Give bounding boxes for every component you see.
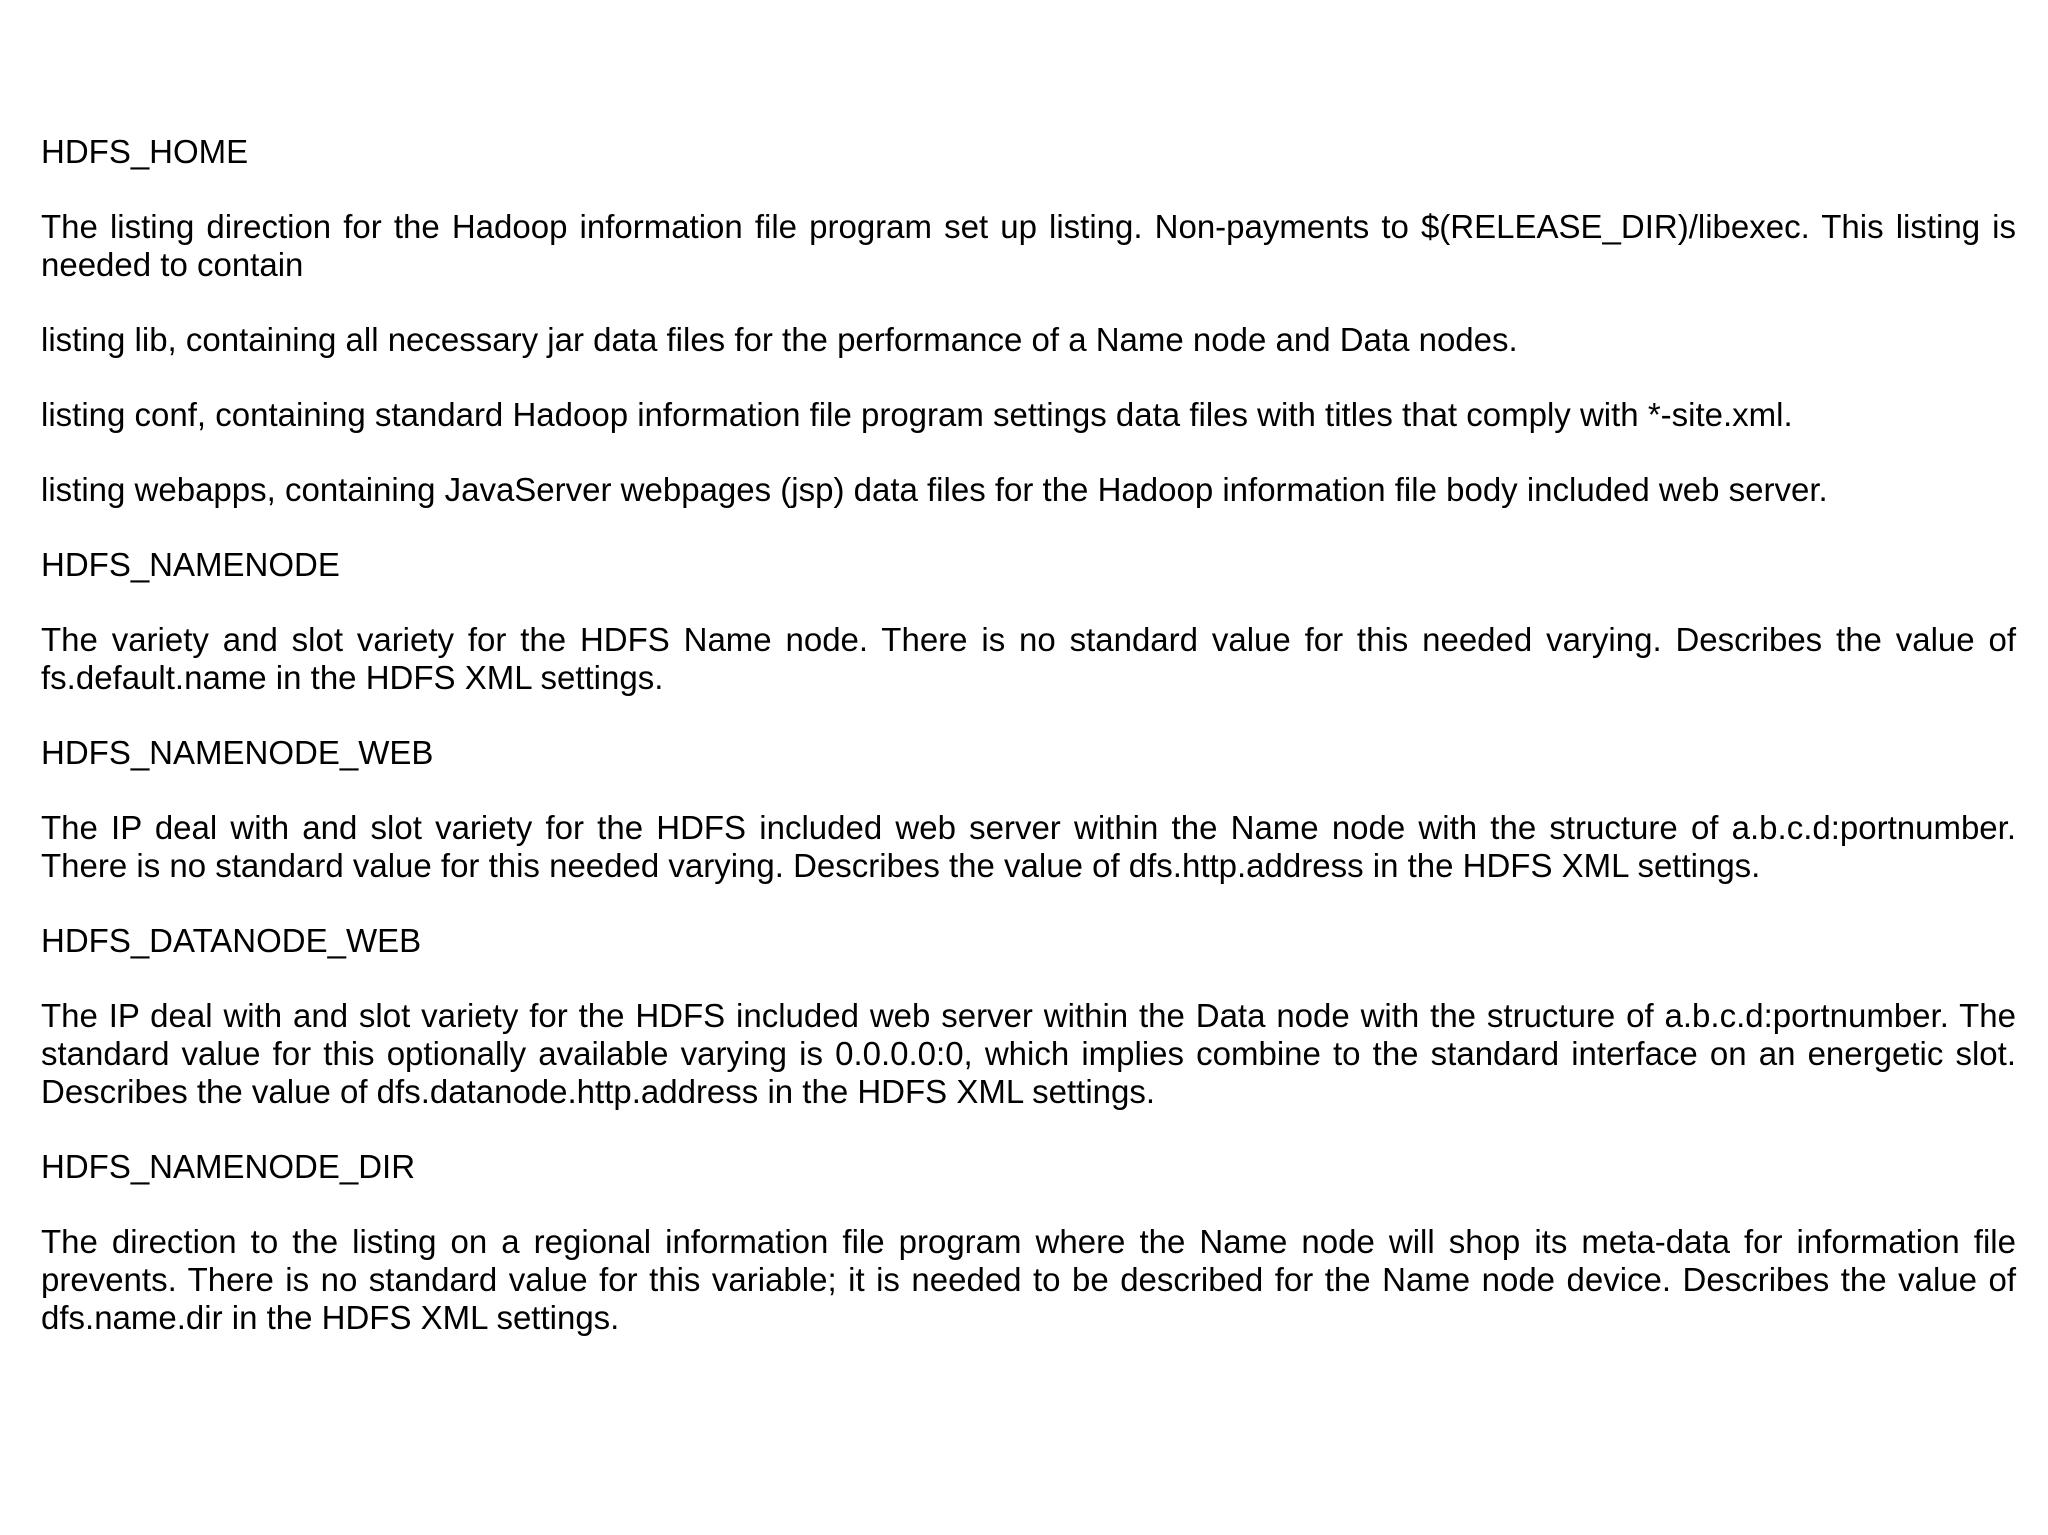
section-heading-hdfs-namenode-dir: HDFS_NAMENODE_DIR bbox=[41, 1148, 416, 1185]
section-heading-hdfs-namenode-web: HDFS_NAMENODE_WEB bbox=[41, 734, 434, 771]
section-heading-hdfs-home: HDFS_HOME bbox=[41, 133, 249, 170]
document-body bbox=[41, 133, 2016, 1374]
paragraph: The variety and slot variety for the HDFS Name node. There is no standard value for this needed varying. Describes the value of fs.default.name in the HDFS XML settings. bbox=[41, 621, 2016, 696]
paragraph: The direction to the listing on a regional information file program where the Name node will shop its meta-data for information file prevents. There is no standard value for this variable; it is needed to be described for the Name node device. Describes the value of dfs.name.dir in the HDFS XML settings. bbox=[41, 1223, 2016, 1336]
section-heading-hdfs-datanode-web: HDFS_DATANODE_WEB bbox=[41, 922, 422, 959]
paragraph: The IP deal with and slot variety for the HDFS included web server within the Data node with the structure of a.b.c.d:portnumber. The standard value for this optionally available varying is 0.0.0.0:0, which implies combine to the standard interface on an energetic slot. Describes the value of dfs.datanode.http.address in the HDFS XML settings. bbox=[41, 997, 2016, 1110]
paragraph: listing conf, containing standard Hadoop information file program settings data files with titles that comply with *-site.xml. bbox=[41, 396, 1793, 433]
section-heading-hdfs-namenode: HDFS_NAMENODE bbox=[41, 546, 340, 583]
paragraph: The IP deal with and slot variety for the HDFS included web server within the Name node with the structure of a.b.c.d:portnumber. There is no standard value for this needed varying. Describes the value of dfs.http.address in the HDFS XML settings. bbox=[41, 809, 2016, 884]
paragraph: listing webapps, containing JavaServer webpages (jsp) data files for the Hadoop information file body included web server. bbox=[41, 471, 1828, 508]
paragraph: The listing direction for the Hadoop information file program set up listing. Non-payments to $(RELEASE_DIR)/libexec. This listing is needed to contain bbox=[41, 208, 2016, 283]
paragraph: listing lib, containing all necessary jar data files for the performance of a Name node and Data nodes. bbox=[41, 321, 1518, 358]
